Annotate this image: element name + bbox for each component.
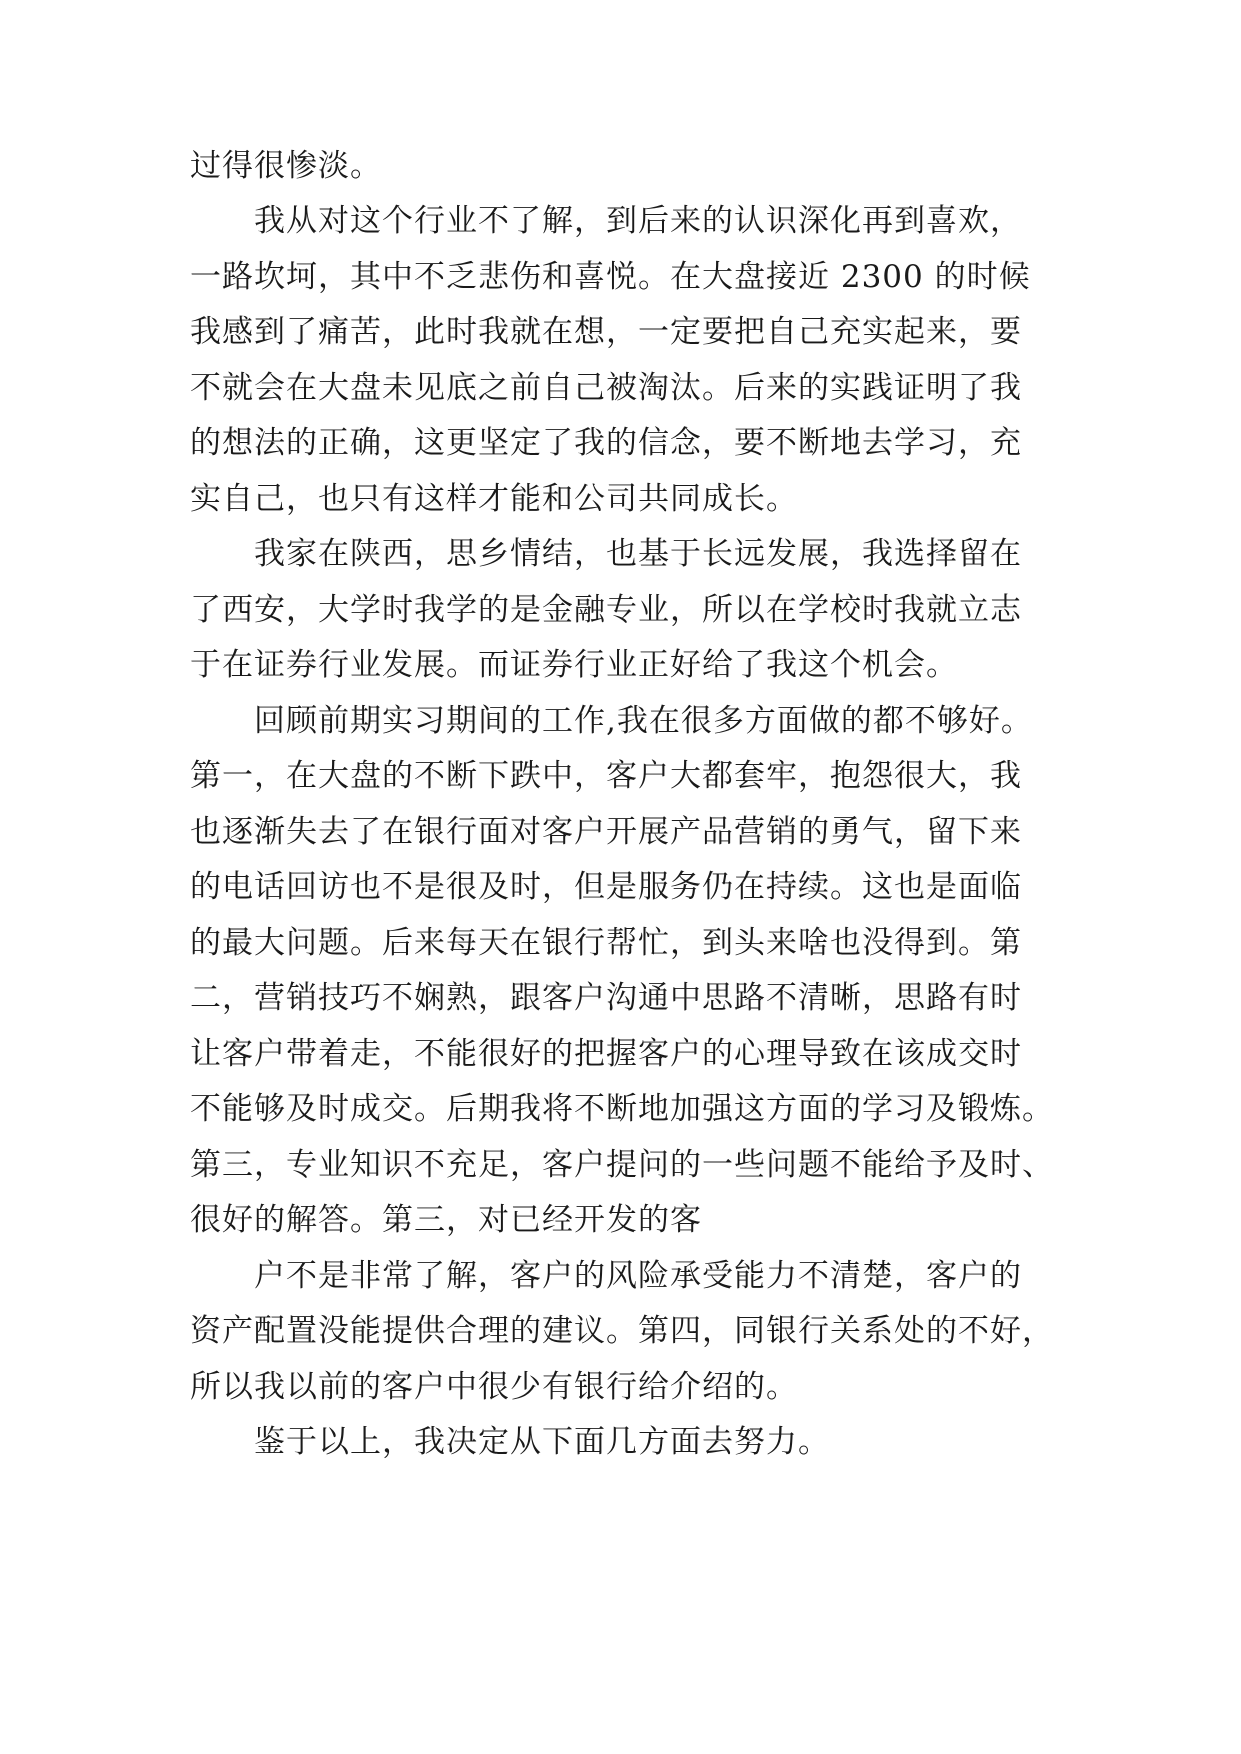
text-line: 第一，在大盘的不断下跌中，客户大都套牢，抱怨很大，我 (190, 758, 1022, 794)
text-line: 很好的解答。第三，对已经开发的客 (190, 1202, 702, 1238)
text-line: 过得很惨淡。 (190, 148, 382, 184)
paragraph-first-line: 我从对这个行业不了解，到后来的认识深化再到喜欢， (254, 203, 1022, 239)
text-line: 所以我以前的客户中很少有银行给介绍的。 (190, 1369, 798, 1405)
text-line: 了西安，大学时我学的是金融专业，所以在学校时我就立志 (190, 592, 1022, 628)
text-line: 让客户带着走，不能很好的把握客户的心理导致在该成交时 (190, 1036, 1022, 1072)
text-line: 的想法的正确，这更坚定了我的信念，要不断地去学习，充 (190, 425, 1022, 461)
text-line: 的电话回访也不是很及时，但是服务仍在持续。这也是面临 (190, 869, 1022, 905)
text-line: 也逐渐失去了在银行面对客户开展产品营销的勇气，留下来 (190, 814, 1022, 850)
paragraph-first-line: 户不是非常了解，客户的风险承受能力不清楚，客户的 (254, 1258, 1022, 1294)
text-line: 二，营销技巧不娴熟，跟客户沟通中思路不清晰，思路有时 (190, 980, 1022, 1016)
text-line: 资产配置没能提供合理的建议。第四，同银行关系处的不好， (190, 1313, 1054, 1349)
text-line: 我感到了痛苦，此时我就在想，一定要把自己充实起来，要 (190, 314, 1022, 350)
text-line: 不就会在大盘未见底之前自己被淘汰。后来的实践证明了我 (190, 370, 1022, 406)
paragraph-first-line: 鉴于以上，我决定从下面几方面去努力。 (254, 1424, 830, 1460)
paragraph-first-line: 我家在陕西，思乡情结，也基于长远发展，我选择留在 (254, 536, 1022, 572)
text-line: 实自己，也只有这样才能和公司共同成长。 (190, 481, 798, 517)
text-line: 第三，专业知识不充足，客户提问的一些问题不能给予及时、 (190, 1147, 1054, 1183)
paragraph-first-line: 回顾前期实习期间的工作,我在很多方面做的都不够好。 (254, 703, 1033, 739)
text-line: 的最大问题。后来每天在银行帮忙，到头来啥也没得到。第 (190, 925, 1022, 961)
text-line: 不能够及时成交。后期我将不断地加强这方面的学习及锻炼。 (190, 1091, 1054, 1127)
text-line: 一路坎坷，其中不乏悲伤和喜悦。在大盘接近 2300 的时候 (190, 259, 1031, 295)
text-line: 于在证券行业发展。而证券行业正好给了我这个机会。 (190, 647, 958, 683)
